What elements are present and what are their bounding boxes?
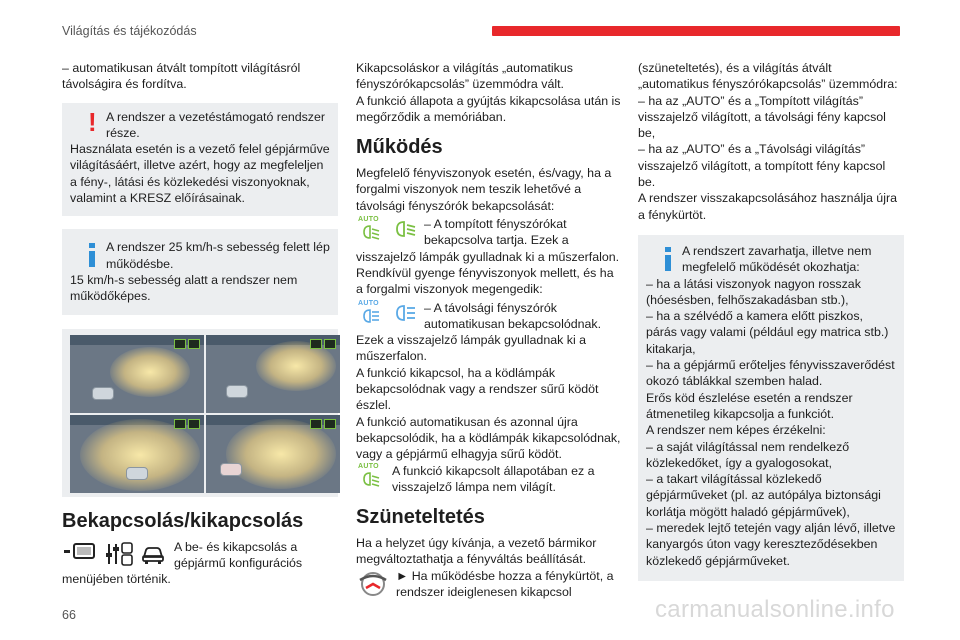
column-2 <box>356 60 621 600</box>
heading-onoff: Bekapcsolás/kikapcsolás <box>62 509 304 532</box>
illustration-panel <box>62 329 338 497</box>
header-accent-bar <box>492 26 900 36</box>
warning-box <box>62 103 338 217</box>
fog-off-paragraph: A funkció kikapcsol, ha a ködlámpák bekapcsolódnak vagy a rendszer sűrű ködöt észlel. <box>356 365 599 413</box>
off-row <box>356 463 621 496</box>
info-icon <box>89 243 95 267</box>
settings-icon <box>62 541 98 567</box>
off-text: A funkció kikapcsolt állapotában ez a visszajelző lámpa nem világít. <box>392 463 595 494</box>
limits-detect-lead: A rendszer nem képes érzékelni: <box>646 423 826 438</box>
main-icons <box>356 300 418 328</box>
limits-fog: Erős köd észlelése esetén a rendszer átmenetileg kikapcsolja a funkciót. <box>646 390 853 421</box>
info-head <box>70 239 330 272</box>
limits-item-1: – ha a látási viszonyok nagyon rosszak (hóesésben, felhőszakadásban stb.), <box>646 276 861 307</box>
pause-row <box>356 568 621 601</box>
info-icon <box>665 247 671 271</box>
limits-item-3: – ha a gépjármű erőteljes fényvisszaverődést okozó táblákkal szemben halad. <box>646 358 895 389</box>
onoff-row <box>62 539 338 588</box>
pause-continued: (szüneteltetés), és a világítás átvált „automatikus fényszórókapcsolás” üzemmódra: <box>638 61 898 92</box>
low-light-paragraph: Rendkívül gyenge fényviszonyok mellett, és ha a forgalmi viszonyok megengedik: <box>356 265 614 297</box>
main-row <box>356 300 621 365</box>
intro-paragraph: – automatikusan átvált tompított világításról távolságira és fordítva. <box>62 61 301 92</box>
headlamp-flash-icon <box>356 568 390 598</box>
illustration-main-1 <box>70 415 204 493</box>
heading-operation: Működés <box>356 136 443 159</box>
pause-icons <box>356 568 390 598</box>
main-text: – A távolsági fényszórók automatikusan bekapcsolódnak. Ezek a visszajelző lámpák gyulladnak ki a műszerfalon. <box>356 300 602 364</box>
auto-main-beam-icon: AUTO <box>356 300 386 326</box>
car-icon <box>140 541 166 567</box>
dipped-icons <box>356 216 418 244</box>
illustration-dipped-2 <box>206 335 340 413</box>
onoff-icons <box>62 541 166 567</box>
switch-off-paragraph: Kikapcsoláskor a világítás „automatikus fényszórókapcsolás” üzemmódra vált. <box>356 61 573 92</box>
limits-item-4: – a saját világítással nem rendelkező közlekedőket, így a gyalogosokat, <box>646 439 850 470</box>
main-beam-icon <box>392 300 418 326</box>
memory-paragraph: A funkció állapota a gyújtás kikapcsolása után is megőrződik a memóriában. <box>356 93 621 124</box>
info-box-limits <box>638 235 904 581</box>
dipped-beam-icon <box>392 216 418 242</box>
limits-lead: A rendszert zavarhatja, illetve nem megfelelő működését okozhatja: <box>682 243 872 275</box>
column-3 <box>638 60 904 581</box>
limits-item-5: – a takart világítással közlekedő gépjárműveket (pl. az autópálya biztonsági korlátja mögött haladó gépjárművek), <box>646 472 881 519</box>
sliders-icon <box>104 541 134 567</box>
column-1 <box>62 60 338 587</box>
warning-lead: A rendszer a vezetéstámogató rendszer része. <box>106 109 326 140</box>
watermark: carmanualsonline.info <box>655 596 895 623</box>
reactivate-paragraph: A rendszer visszakapcsolásához használja újra a fénykürtöt. <box>638 191 897 222</box>
list-item-1: – ha az „AUTO” és a „Tompított világítás” visszajelző világított, a távolsági fény kapcsol be, <box>638 93 886 141</box>
warning-body: Használata esetén is a vezető felel gépjárműve világításáért, illetve azért, hogy az megfeleljen a fény-, látási és közlekedési viszonyoknak, valamint a KRESZ előírásainak. <box>70 142 330 206</box>
illustration-dipped-1 <box>70 335 204 413</box>
warning-icon: ! <box>88 106 97 137</box>
onoff-text: A be- és kikapcsolás a gépjármű konfigurációs menüjében történik. <box>62 539 303 587</box>
info-body: 15 km/h-s sebesség alatt a rendszer nem működőképes. <box>70 272 298 304</box>
page-header-title: Világítás és tájékozódás <box>62 24 197 38</box>
fog-on-paragraph: A funkció automatikusan és azonnal újra bekapcsolódik, ha a ködlámpák kikapcsolódnak, vagy a gépjármű elhagyja sűrű ködöt. <box>356 414 621 462</box>
off-icons <box>356 463 386 489</box>
list-item-2: – ha az „AUTO” és a „Távolsági világítás” visszajelző világított, a tompított fény kapcsol be. <box>638 142 886 190</box>
pause-paragraph: Ha a helyzet úgy kívánja, a vezető bármikor megváltoztathatja a fényváltás beállítását. <box>356 536 597 567</box>
info-box-speed <box>62 229 338 314</box>
dipped-text: – A tompított fényszórókat bekapcsolva tartja. Ezek a visszajelző lámpák gyulladnak ki a műszerfalon. <box>356 217 620 264</box>
heading-pause: Szüneteltetés <box>356 506 485 529</box>
auto-dipped-lamp-icon: AUTO <box>356 216 386 242</box>
auto-lamp-icon: AUTO <box>356 463 386 489</box>
info-lead: A rendszer 25 km/h-s sebesség felett lép működésbe. <box>106 240 330 271</box>
limits-item-6: – meredek lejtő tetején vagy alján lévő, illetve kanyargós úton vagy kereszteződésekben közlekedő gépjárműveket. <box>646 521 896 568</box>
condition-paragraph: Megfelelő fényviszonyok esetén, és/vagy, ha a forgalmi viszonyok nem teszik lehetővé a távolsági fényszórók bekapcsolását: <box>356 166 612 213</box>
dipped-row <box>356 216 621 265</box>
limits-head <box>646 243 896 276</box>
page-number: 66 <box>62 608 76 622</box>
pause-text: ► Ha működésbe hozza a fénykürtöt, a rendszer ideiglenesen kikapcsol <box>396 568 614 600</box>
limits-item-2: – ha a szélvédő a kamera előtt piszkos, párás vagy valami (például egy matrica stb.) kitakarja, <box>646 309 889 356</box>
illustration-main-2 <box>206 415 340 493</box>
warning-head <box>70 106 330 142</box>
